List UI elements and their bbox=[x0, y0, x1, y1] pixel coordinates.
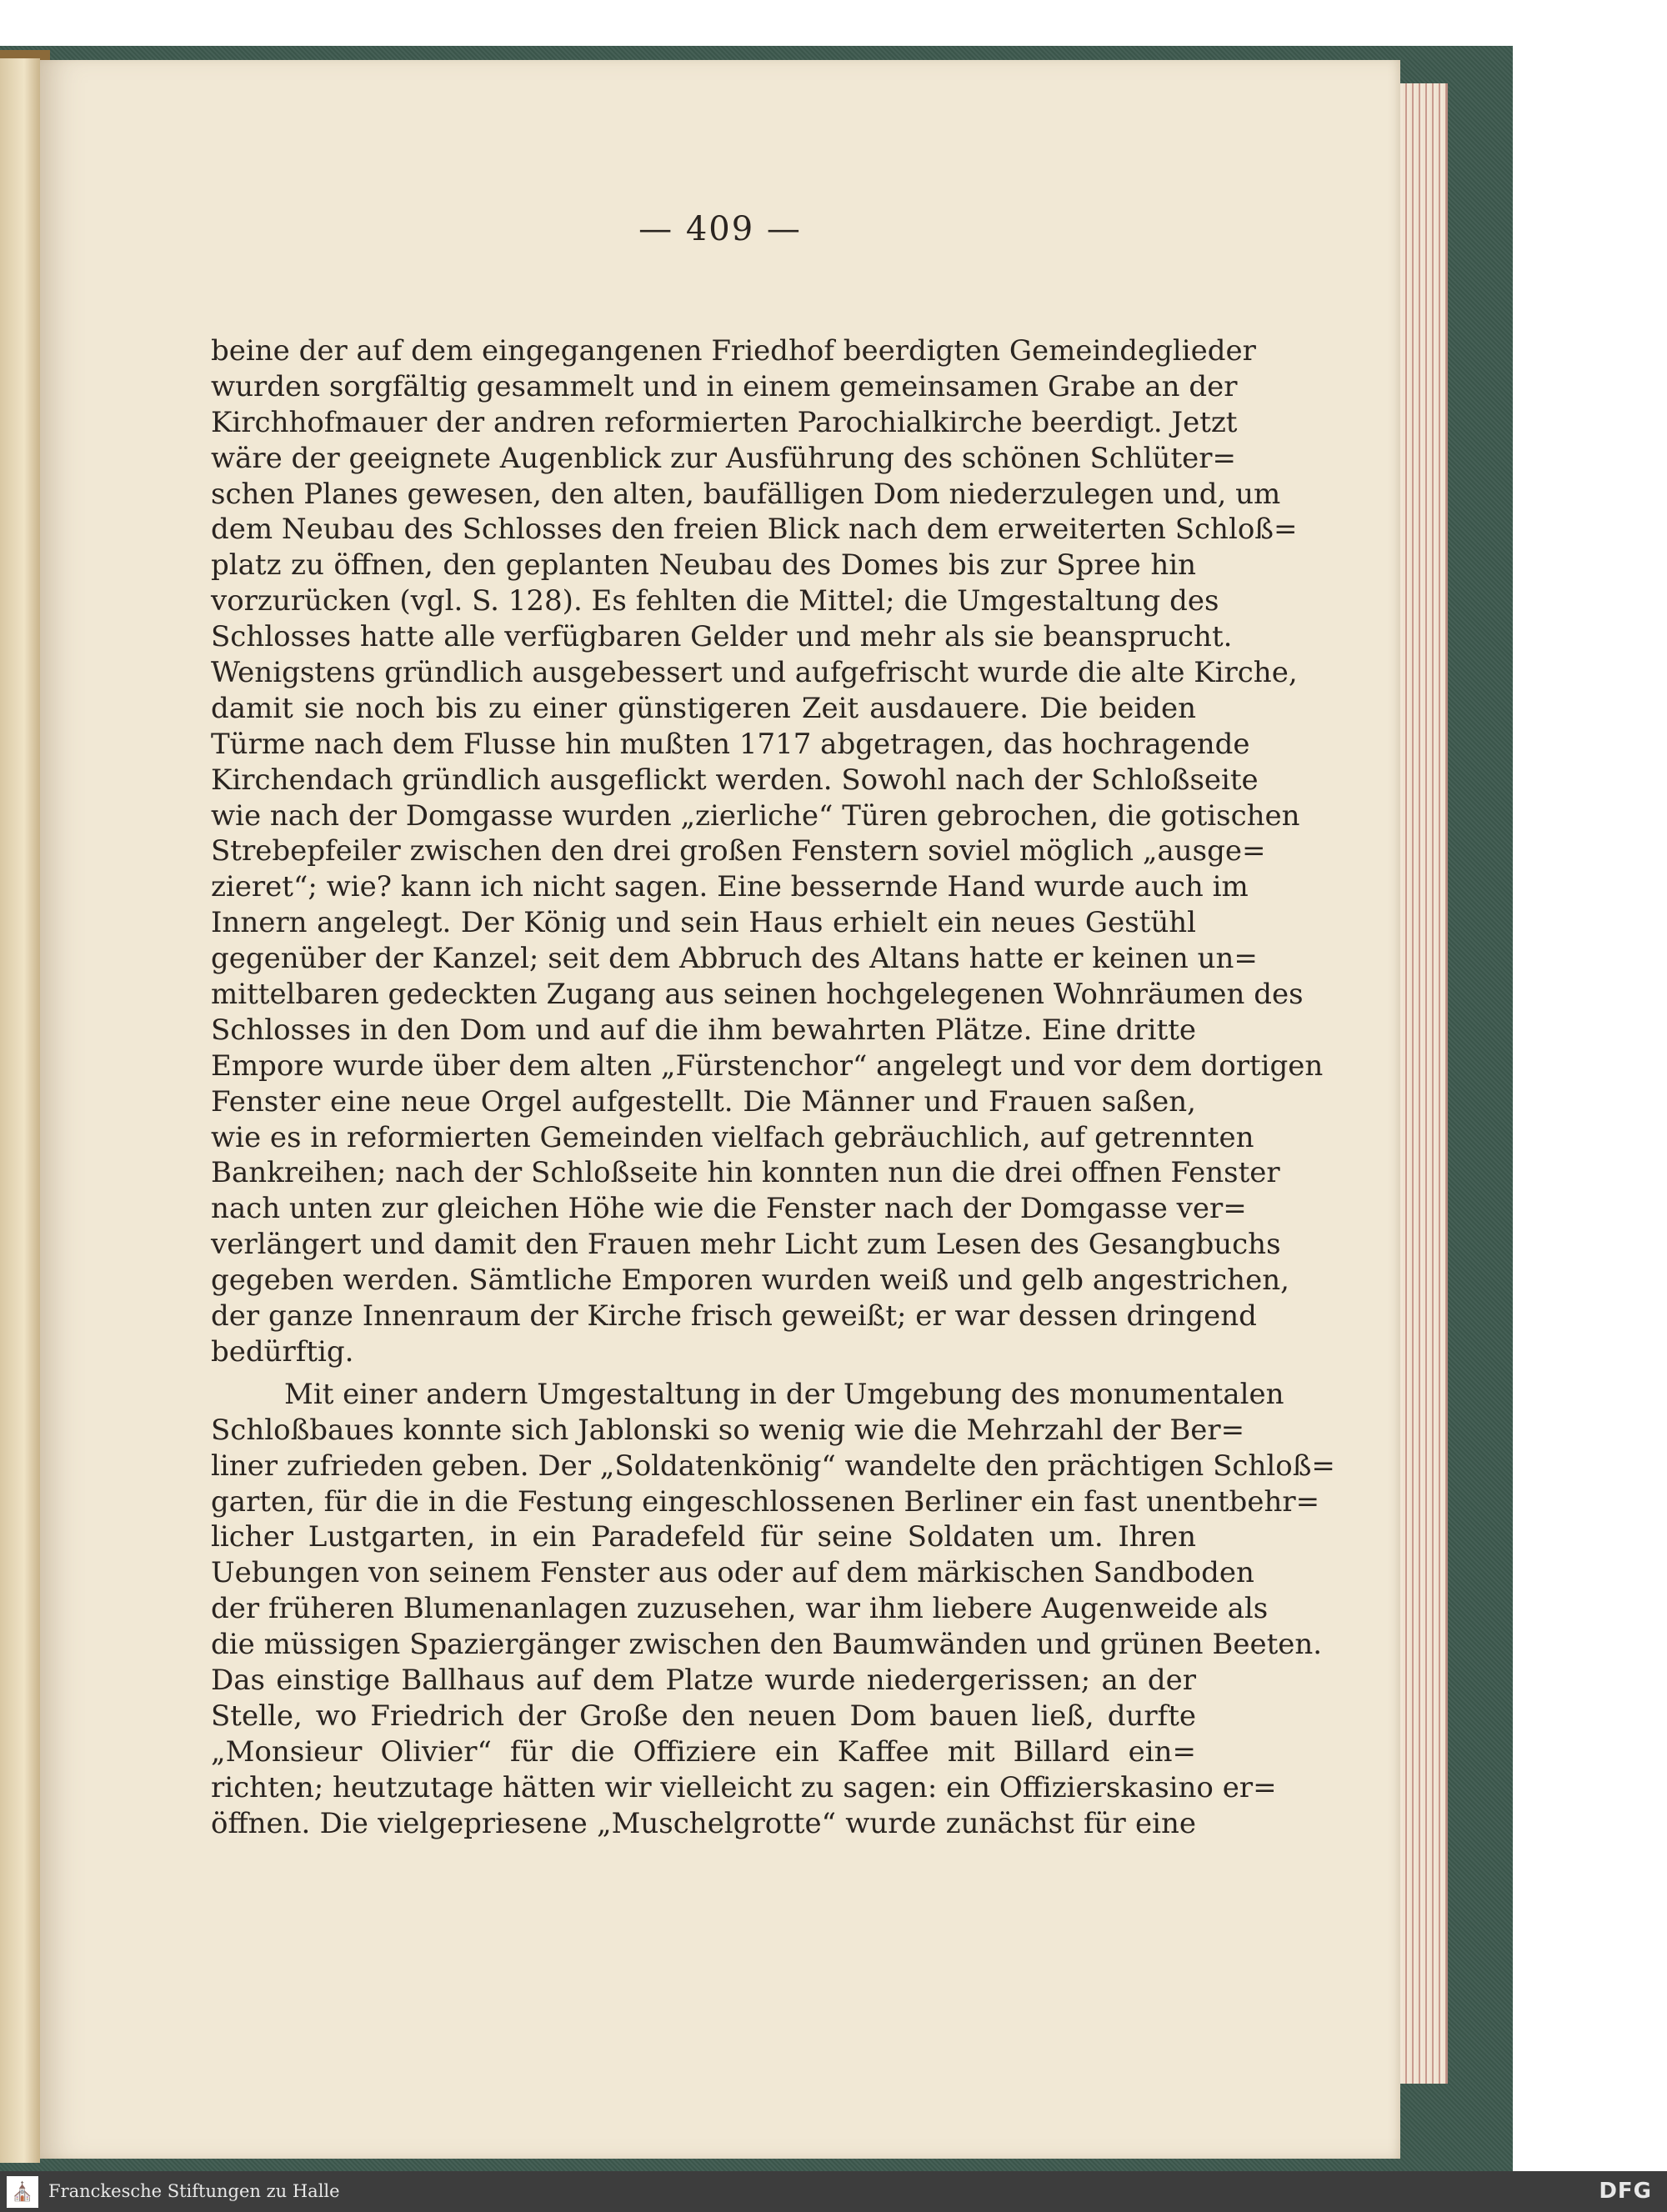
text-line: Schlosses hatte alle verfügbaren Gelder und mehr als sie beansprucht. bbox=[211, 620, 1233, 654]
text-line: liner zufrieden geben. Der „Soldatenkönig“ wandelte den prächtigen Schloß= bbox=[211, 1449, 1335, 1483]
left-page-edge bbox=[0, 58, 40, 2163]
body-text bbox=[211, 333, 1335, 1841]
text-line: „Monsieur Olivier“ für die Offiziere ein Kaffee mit Billard ein= bbox=[211, 1734, 1196, 1769]
text-line: Empore wurde über dem alten „Fürstenchor“ angelegt und vor dem dortigen bbox=[211, 1048, 1324, 1083]
text-line: Kirchendach gründlich ausgeflickt werden. Sowohl nach der Schloßseite bbox=[211, 763, 1259, 797]
page-number: — 409 — bbox=[638, 210, 802, 248]
text-line: bedürftig. bbox=[211, 1334, 354, 1369]
text-line: vorzurücken (vgl. S. 128). Es fehlten die Mittel; die Umgestaltung des bbox=[211, 584, 1219, 618]
text-line: platz zu öffnen, den geplanten Neubau des Domes bis zur Spree hin bbox=[211, 548, 1196, 583]
page-stack-edge bbox=[1396, 83, 1448, 2084]
text-line: gegeben werden. Sämtliche Emporen wurden weiß und gelb angestrichen, bbox=[211, 1264, 1289, 1298]
text-line: wäre der geeignete Augenblick zur Ausführung des schönen Schlüter= bbox=[211, 441, 1236, 475]
text-line: nach unten zur gleichen Höhe wie die Fenster nach der Domgasse ver= bbox=[211, 1192, 1247, 1226]
text-line: Kirchhofmauer der andren reformierten Parochialkirche beerdigt. Jetzt bbox=[211, 405, 1238, 439]
text-line: Fenster eine neue Orgel aufgestellt. Die Männer und Frauen saßen, bbox=[211, 1084, 1196, 1119]
text-line: Das einstige Ballhaus auf dem Platze wurde niedergerissen; an der bbox=[211, 1663, 1196, 1697]
text-line: beine der auf dem eingegangenen Friedhof beerdigten Gemeindeglieder bbox=[211, 334, 1256, 368]
footer-bar bbox=[0, 2171, 1667, 2212]
text-line: licher Lustgarten, in ein Paradefeld für seine Soldaten um. Ihren bbox=[211, 1520, 1196, 1554]
text-line: wie nach der Domgasse wurden „zierliche“ Türen gebrochen, die gotischen bbox=[211, 798, 1300, 833]
institution-name: Franckesche Stiftungen zu Halle bbox=[48, 2181, 340, 2201]
text-line: zieret“; wie? kann ich nicht sagen. Eine bessernde Hand wurde auch im bbox=[211, 870, 1249, 904]
text-line: Schlosses in den Dom und auf die ihm bewahrten Plätze. Eine dritte bbox=[211, 1013, 1196, 1047]
text-line: Bankreihen; nach der Schloßseite hin konnten nun die drei offnen Fenster bbox=[211, 1156, 1280, 1190]
text-line: Uebungen von seinem Fenster aus oder auf dem märkischen Sandboden bbox=[211, 1556, 1254, 1590]
text-line: schen Planes gewesen, den alten, baufälligen Dom niederzulegen und, um bbox=[211, 477, 1281, 511]
paragraph-gap bbox=[211, 1370, 1196, 1377]
text-line: die müssigen Spaziergänger zwischen den Baumwänden und grünen Beeten. bbox=[211, 1628, 1323, 1662]
text-line: öffnen. Die vielgepriesene „Muschelgrotte“ wurde zunächst für eine bbox=[211, 1806, 1196, 1840]
text-line: gegenüber der Kanzel; seit dem Abbruch des Altans hatte er keinen un= bbox=[211, 942, 1258, 976]
text-line: wie es in reformierten Gemeinden vielfach gebräuchlich, auf getrennten bbox=[211, 1120, 1254, 1154]
book-page bbox=[40, 60, 1400, 2159]
text-line: Stelle, wo Friedrich der Große den neuen Dom bauen ließ, durfte bbox=[211, 1699, 1196, 1733]
text-line: wurden sorgfältig gesammelt und in einem gemeinsamen Grabe an der bbox=[211, 369, 1238, 403]
dfg-logo: DFG bbox=[1599, 2179, 1652, 2204]
institution-logo-icon: ⛪ bbox=[7, 2176, 38, 2208]
text-line: garten, für die in die Festung eingeschlossenen Berliner ein fast unentbehr= bbox=[211, 1484, 1320, 1519]
text-line: der ganze Innenraum der Kirche frisch geweißt; er war dessen dringend bbox=[211, 1299, 1257, 1334]
text-line: der früheren Blumenanlagen zuzusehen, war ihm liebere Augenweide als bbox=[211, 1592, 1269, 1626]
text-line: verlängert und damit den Frauen mehr Licht zum Lesen des Gesangbuchs bbox=[211, 1228, 1281, 1262]
text-line: Türme nach dem Flusse hin mußten 1717 abgetragen, das hochragende bbox=[211, 727, 1250, 761]
text-line: damit sie noch bis zu einer günstigeren Zeit ausdauere. Die beiden bbox=[211, 691, 1196, 725]
text-line: Strebepfeiler zwischen den drei großen Fenstern soviel möglich „ausge= bbox=[211, 834, 1266, 868]
text-line: dem Neubau des Schlosses den freien Blick nach dem erweiterten Schloß= bbox=[211, 513, 1298, 547]
text-line: Schloßbaues konnte sich Jablonski so wenig wie die Mehrzahl der Ber= bbox=[211, 1413, 1245, 1447]
text-line: Mit einer andern Umgestaltung in der Umgebung des monumentalen bbox=[284, 1377, 1284, 1411]
text-line: richten; heutzutage hätten wir vielleicht zu sagen: ein Offizierskasino er= bbox=[211, 1770, 1277, 1804]
text-line: Innern angelegt. Der König und sein Haus erhielt ein neues Gestühl bbox=[211, 906, 1196, 940]
text-line: mittelbaren gedeckten Zugang aus seinen hochgelegenen Wohnräumen des bbox=[211, 978, 1304, 1012]
text-line: Wenigstens gründlich ausgebessert und aufgefrischt wurde die alte Kirche, bbox=[211, 656, 1298, 690]
